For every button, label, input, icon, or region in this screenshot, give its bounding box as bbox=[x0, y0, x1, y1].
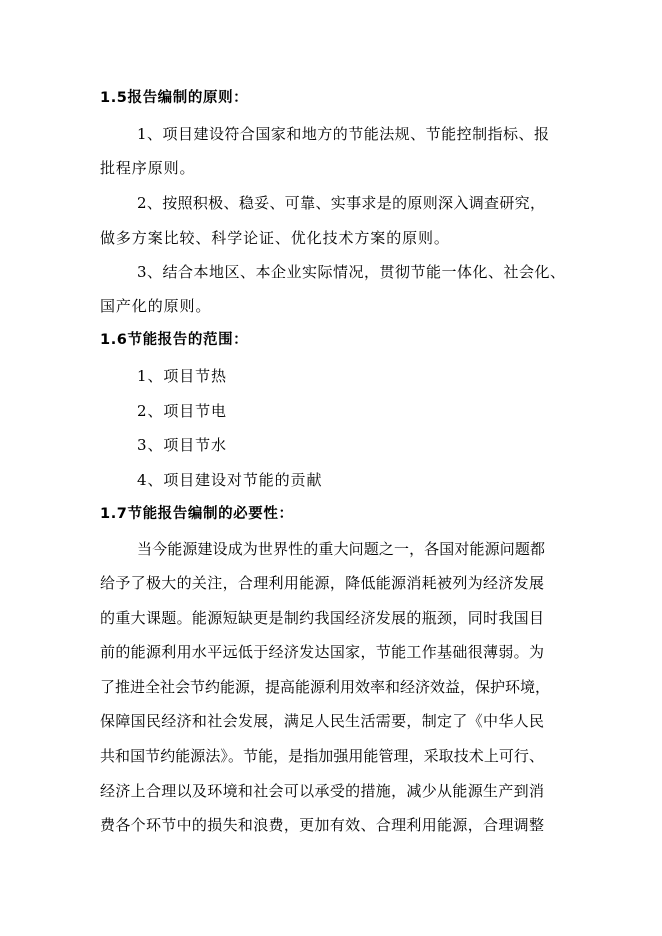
paragraph-line: 共和国节约能源法》。节能，是指加强用能管理，采取技术上可行、 bbox=[100, 747, 544, 765]
section-heading-1-7: 1.7节能报告编制的必要性： bbox=[100, 506, 294, 522]
paragraph-line: 国产化的原则。 bbox=[100, 297, 212, 315]
paragraph-line: 做多方案比较、科学论证、优化技术方案的原则。 bbox=[100, 229, 450, 247]
paragraph-line: 前的能源利用水平远低于经济发达国家，节能工作基础很薄弱。为 bbox=[100, 643, 544, 661]
paragraph-line: 3、结合本地区、本企业实际情况，贯彻节能一体化、社会化、 bbox=[137, 263, 565, 281]
list-item: 3、项目节水 bbox=[137, 436, 227, 454]
list-item: 4、项目建设对节能的贡献 bbox=[137, 471, 323, 489]
paragraph-line: 的重大课题。能源短缺更是制约我国经济发展的瓶颈，同时我国目 bbox=[100, 609, 544, 627]
paragraph-line: 了推进全社会节约能源，提高能源利用效率和经济效益，保护环境， bbox=[100, 678, 551, 696]
paragraph-line: 经济上合理以及环境和社会可以承受的措施，减少从能源生产到消 bbox=[100, 782, 544, 800]
list-item: 2、项目节电 bbox=[137, 402, 227, 420]
paragraph-line: 批程序原则。 bbox=[100, 159, 196, 177]
paragraph-line: 费各个环节中的损失和浪费，更加有效、合理利用能源，合理调整 bbox=[100, 816, 544, 834]
paragraph-line: 2、按照积极、稳妥、可靠、实事求是的原则深入调查研究， bbox=[137, 194, 545, 212]
section-heading-1-5: 1.5报告编制的原则： bbox=[100, 90, 249, 106]
paragraph-line: 给予了极大的关注，合理利用能源，降低能源消耗被列为经济发展 bbox=[100, 574, 544, 592]
paragraph-line: 1、项目建设符合国家和地方的节能法规、节能控制指标、报 bbox=[137, 125, 549, 143]
section-heading-1-6: 1.6节能报告的范围： bbox=[100, 332, 249, 348]
paragraph-line: 保障国民经济和社会发展，满足人民生活需要，制定了《中华人民 bbox=[100, 712, 544, 730]
paragraph-line: 当今能源建设成为世界性的重大问题之一，各国对能源问题都 bbox=[137, 540, 545, 558]
list-item: 1、项目节热 bbox=[137, 367, 227, 385]
